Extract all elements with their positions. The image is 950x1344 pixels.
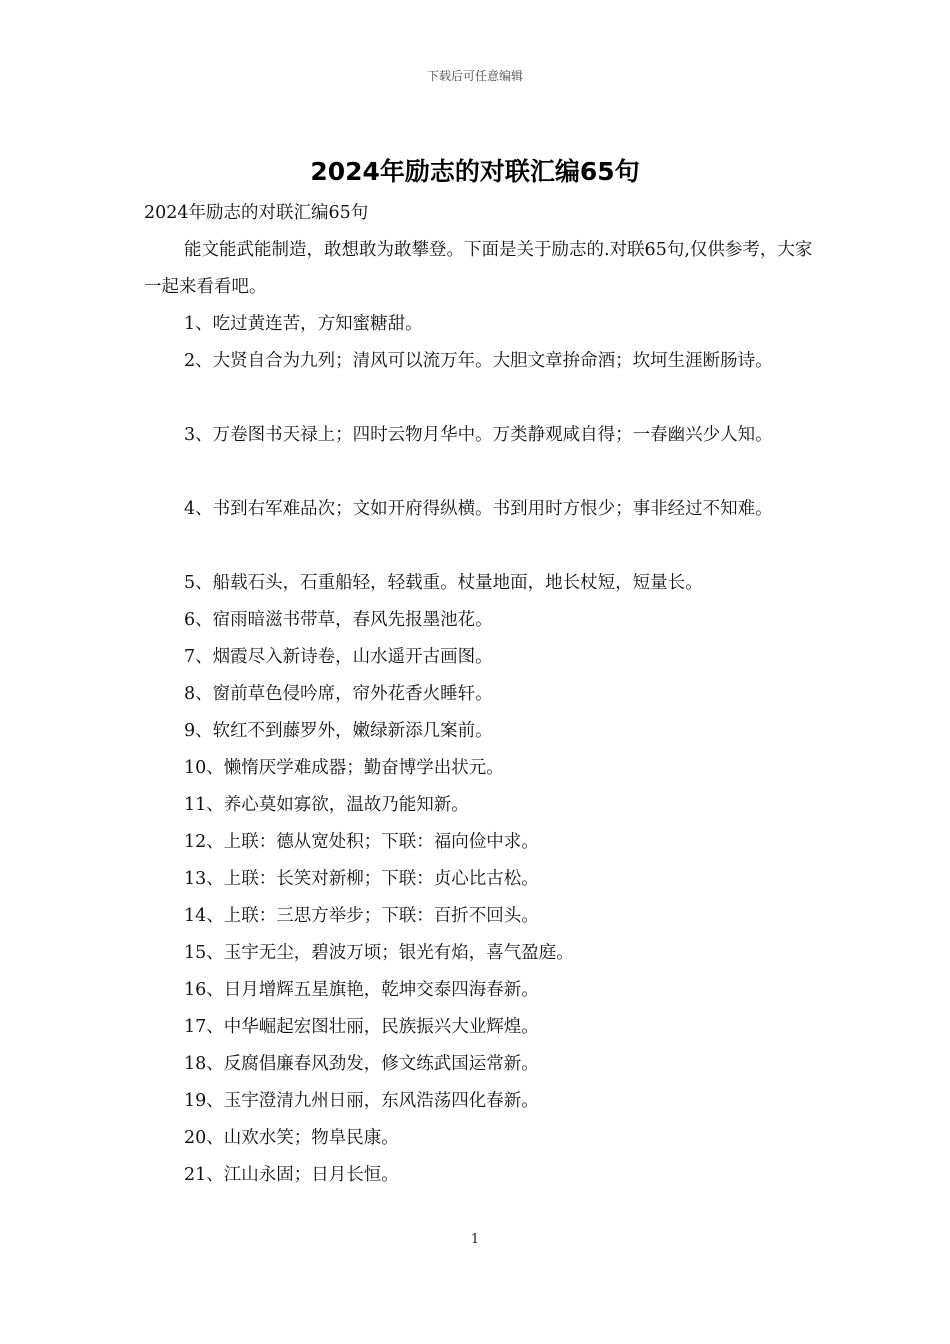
intro-paragraph: 能文能武能制造，敢想敢为敢攀登。下面是关于励志的.对联65句,仅供参考，大家一起来看看吧。: [144, 240, 813, 297]
couplet-item: 17、中华崛起宏图壮丽，民族振兴大业辉煌。: [184, 1017, 539, 1037]
couplet-item: 18、反腐倡廉春风劲发，修文练武国运常新。: [184, 1054, 539, 1074]
page-number: 1: [470, 1232, 480, 1247]
couplet-item: 14、上联：三思方举步；下联：百折不回头。: [184, 906, 539, 926]
couplet-item: 2、大贤自合为九列；清风可以流万年。大胆文章拚命酒；坎坷生涯断肠诗。: [184, 351, 773, 371]
document-body: [144, 195, 824, 1194]
page-title: 2024年励志的对联汇编65句: [310, 157, 640, 186]
couplet-item: 13、上联：长笑对新柳；下联：贞心比古松。: [184, 869, 539, 889]
header-note: 下载后可任意编辑: [426, 69, 523, 83]
couplet-item: 21、江山永固；日月长恒。: [184, 1165, 399, 1185]
couplet-item: 19、玉宇澄清九州日丽，东风浩荡四化春新。: [184, 1091, 539, 1111]
couplet-item: 11、养心莫如寡欲，温故乃能知新。: [184, 795, 469, 815]
couplet-item: 12、上联：德从宽处积；下联：福向俭中求。: [184, 832, 539, 852]
couplet-item: 6、宿雨暗滋书带草，春风先报墨池花。: [184, 610, 493, 630]
couplet-item: 10、懒惰厌学难成器；勤奋博学出状元。: [184, 758, 504, 778]
couplet-item: 3、万卷图书天禄上；四时云物月华中。万类静观咸自得；一春幽兴少人知。: [184, 425, 773, 445]
couplet-item: 5、船载石头，石重船轻，轻载重。杖量地面，地长杖短，短量长。: [184, 573, 703, 593]
couplet-item: 1、吃过黄连苦，方知蜜糖甜。: [184, 314, 423, 334]
couplet-item: 16、日月增辉五星旗艳，乾坤交泰四海春新。: [184, 980, 539, 1000]
couplet-item: 4、书到右军难品次；文如开府得纵横。书到用时方恨少；事非经过不知难。: [184, 499, 773, 519]
couplet-item: 9、软红不到藤罗外，嫩绿新添几案前。: [184, 721, 493, 741]
couplet-item: 7、烟霞尽入新诗卷，山水遥开古画图。: [184, 647, 493, 667]
couplet-item: 20、山欢水笑；物阜民康。: [184, 1128, 399, 1148]
couplet-item: 8、窗前草色侵吟席，帘外花香火睡轩。: [184, 684, 493, 704]
couplet-item: 15、玉宇无尘，碧波万顷；银光有焰，喜气盈庭。: [184, 943, 574, 963]
document-subtitle: 2024年励志的对联汇编65句: [144, 203, 369, 223]
